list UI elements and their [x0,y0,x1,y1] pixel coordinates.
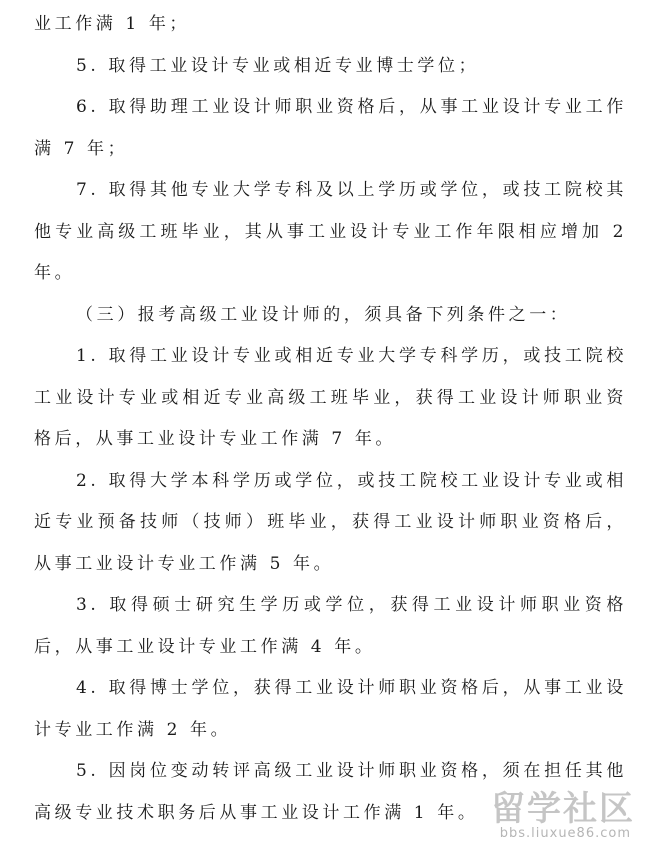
watermark-url: bbs.liuxue86.com [499,826,631,841]
paragraph-item-7-other-major: 7. 取得其他专业大学专科及以上学历或学位，或技工院校其他专业高级工班毕业，其从事工业设计专业工作年限相应增加 2 年。 [34,180,627,283]
paragraph-senior-item-3: 3. 取得硕士研究生学历或学位，获得工业设计师职业资格后，从事工业设计专业工作满 4 年。 [34,595,627,657]
paragraph-senior-item-2: 2. 取得大学本科学历或学位，或技工院校工业设计专业或相近专业预备技师（技师）班毕业，获得工业设计师职业资格后，从事工业设计专业工作满 5 年。 [34,470,627,574]
paragraph-senior-item-5: 5. 因岗位变动转评高级工业设计师职业资格，须在担任其他高级专业技术职务后从事工业设计工作满 1 年。 [34,761,627,823]
paragraph-item-5-doctorate: 5. 取得工业设计专业或相近专业博士学位； [76,55,480,76]
paragraph-senior-item-4: 4. 取得博士学位，获得工业设计师职业资格后，从事工业设计专业工作满 2 年。 [34,678,627,740]
section-heading-senior: （三）报考高级工业设计师的，须具备下列条件之一： [76,304,571,325]
paragraph-senior-item-1: 1. 取得工业设计专业或相近专业大学专科学历，或技工院校工业设计专业或相近专业高级工班毕业，获得工业设计师职业资格后，从事工业设计专业工作满 7 年。 [34,346,627,449]
paragraph-continuation: 业工作满 1 年； [34,14,191,34]
watermark-logo-text: 留学社区 [491,789,635,829]
paragraph-item-6-assistant: 6. 取得助理工业设计师职业资格后，从事工业设计专业工作满 7 年； [34,97,627,159]
